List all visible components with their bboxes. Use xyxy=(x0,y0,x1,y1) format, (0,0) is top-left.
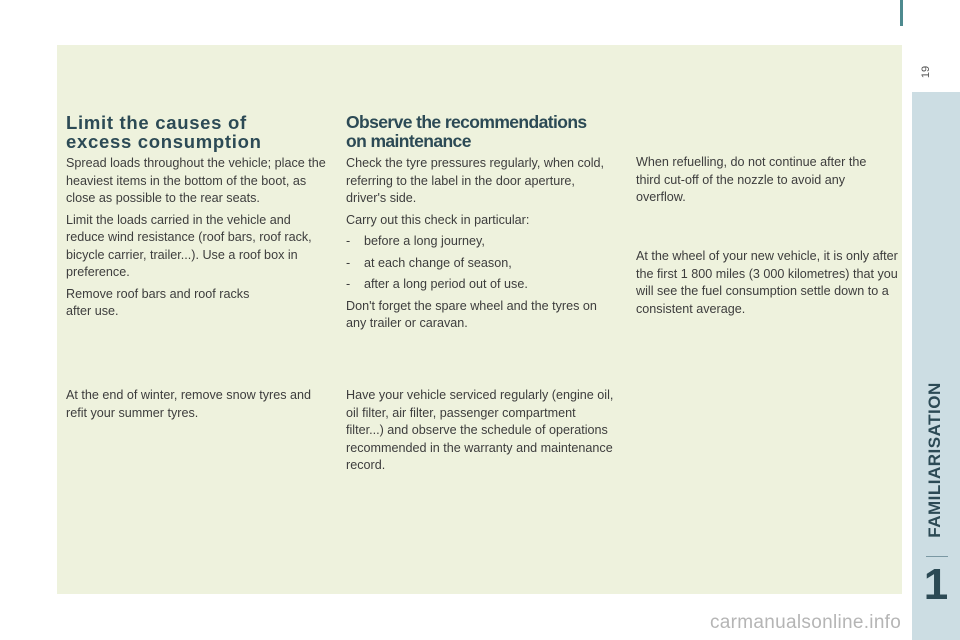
paragraph: At the end of winter, remove snow tyres and refit your summer tyres. xyxy=(66,388,312,420)
list-item xyxy=(346,233,608,251)
list-dash: - xyxy=(346,234,351,248)
list-dash: - xyxy=(346,255,351,270)
list-item-text: before a long journey, xyxy=(364,234,485,248)
list-item xyxy=(346,276,608,294)
column-maintenance-lower xyxy=(346,387,616,475)
paragraph: When refuelling, do not continue after the third cut-off of the nozzle to avoid any overflow. xyxy=(636,155,867,204)
section-heading: Limit the causes of excess consumption xyxy=(66,112,262,152)
watermark-text: carmanualsonline.info xyxy=(710,612,902,633)
column-refuelling xyxy=(636,154,894,207)
paragraph: At the wheel of your new vehicle, it is only after the first 1 800 miles (3 000 kilometres) that you will see the fuel consumption settle down to a consistent average. xyxy=(636,249,898,316)
list-item-text: after a long period out of use. xyxy=(364,277,528,291)
list-item-text: at each change of season, xyxy=(364,255,512,270)
section-heading: Observe the recommendations on maintenance xyxy=(346,112,587,151)
paragraph: Carry out this check in particular: xyxy=(346,212,530,227)
column-maintenance xyxy=(346,113,608,333)
paragraph: Spread loads throughout the vehicle; place the heaviest items in the bottom of the boot, as close as possible to the rear seats. xyxy=(66,156,326,205)
chapter-divider xyxy=(926,556,948,557)
paragraph: Check the tyre pressures regularly, when cold, referring to the label in the door aperture, driver's side. xyxy=(346,156,605,205)
paragraph: Limit the loads carried in the vehicle and reduce wind resistance (roof bars, roof rack, bicycle carrier, trailer...). Use a roof box in preference. xyxy=(66,212,312,279)
top-edge-rule xyxy=(900,0,903,26)
check-list xyxy=(346,233,608,294)
chapter-title: FAMILIARISATION xyxy=(925,382,944,538)
paragraph: Don't forget the spare wheel and the tyres on any trailer or caravan. xyxy=(346,298,597,330)
chapter-sidebar xyxy=(912,92,960,640)
paragraph: Have your vehicle serviced regularly (engine oil, oil filter, air filter, passenger compartment filter...) and observe the schedule of operations recommended in the warranty and maintenance record. xyxy=(346,388,614,472)
paragraph: Remove roof bars and roof racks after use. xyxy=(66,286,250,318)
list-dash: - xyxy=(346,277,351,291)
list-item xyxy=(346,255,608,273)
column-fuel-consumption xyxy=(66,113,328,321)
page-number: 19 xyxy=(920,65,932,79)
chapter-number: 1 xyxy=(923,560,949,609)
column-running-in xyxy=(636,248,898,318)
column-fuel-consumption-lower xyxy=(66,387,328,422)
